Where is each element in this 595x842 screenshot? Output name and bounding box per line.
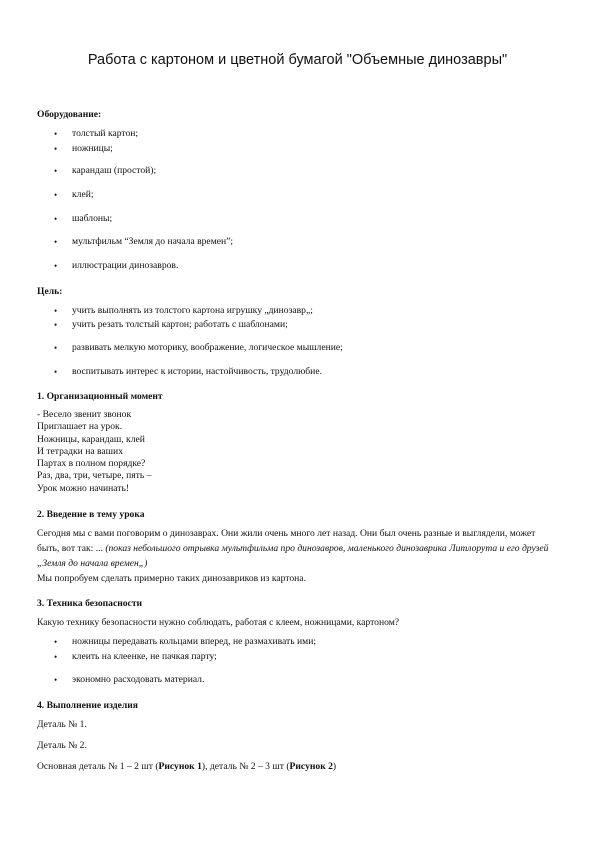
bullet-icon: • <box>54 652 58 662</box>
safety-intro: Какую технику безопасности нужно соблюдать, работая с клеем, ножницами, картоном? <box>37 617 400 628</box>
intro-text: Сегодня мы с вами поговорим о динозаврах. Они жили очень много лет назад. Они был очень разные и выглядели, может быть, вот так: ... <box>37 528 536 554</box>
section2-heading: 2. Введение в тему урока <box>37 509 145 520</box>
bullet-icon: • <box>54 144 58 154</box>
poem-line: И тетрадки на ваших <box>37 445 123 457</box>
bullet-icon: • <box>54 320 58 330</box>
list-item: клей; <box>72 189 94 200</box>
goal-heading: Цель: <box>37 286 63 297</box>
list-item: клеить на клеенке, не пачкая парту; <box>72 651 217 662</box>
intro-italic-note: (показ небольшого отрывка мультфильма про динозавров, маленького динозаврика Литлорута и его друзей „Земля до начала времен„) <box>37 543 549 569</box>
section3-heading: 3. Техника безопасности <box>37 598 143 609</box>
poem-line: Ножницы, карандаш, клей <box>37 433 145 445</box>
list-item: учить выполнять из толстого картона игрушку „динозавр„; <box>72 305 313 316</box>
list-item: шаблоны; <box>72 213 113 224</box>
intro-paragraph-2: Мы попробуем сделать примерно таких динозавриков из картона. <box>37 573 306 584</box>
poem-line: Партах в полном порядке? <box>37 458 146 470</box>
summary-text: Основная деталь № 1 – 2 шт ( <box>37 761 159 772</box>
list-item: экономно расходовать материал. <box>72 674 205 685</box>
figure-1-ref: Рисунок 1 <box>158 761 202 772</box>
figure-2-ref: Рисунок 2 <box>289 761 333 772</box>
detail-2-label: Деталь № 2. <box>37 740 87 751</box>
list-item: иллюстрации динозавров. <box>72 260 179 271</box>
summary-text: ), деталь № 2 – 3 шт ( <box>201 761 290 772</box>
list-item: учить резать толстый картон; работать с шаблонами; <box>72 319 288 330</box>
bullet-icon: • <box>54 306 58 316</box>
bullet-icon: • <box>54 367 58 377</box>
poem <box>37 409 151 495</box>
bullet-icon: • <box>54 166 58 176</box>
bullet-icon: • <box>54 675 58 685</box>
bullet-icon: • <box>54 343 58 353</box>
list-item: ножницы; <box>72 143 113 154</box>
poem-line: Приглашает на урок. <box>37 421 123 433</box>
list-item: мультфильм “Земля до начала времен”; <box>72 236 234 247</box>
bullet-icon: • <box>54 214 58 224</box>
section1-heading: 1. Организационный момент <box>37 391 163 402</box>
list-item: толстый картон; <box>72 128 139 139</box>
list-item: развивать мелкую моторику, воображение, логическое мышление; <box>72 342 343 353</box>
equipment-heading: Оборудование: <box>37 109 102 120</box>
summary-text: ) <box>332 761 337 772</box>
bullet-icon: • <box>54 261 58 271</box>
intro-paragraph <box>37 526 557 571</box>
poem-line: Раз, два, три, четыре, пять – <box>37 470 152 482</box>
bullet-icon: • <box>54 637 58 647</box>
poem-line: - Весело звенит звонок <box>37 409 132 420</box>
bullet-icon: • <box>54 129 58 139</box>
list-item: воспитывать интерес к истории, настойчивость, трудолюбие. <box>72 366 322 377</box>
parts-summary <box>37 761 336 773</box>
bullet-icon: • <box>54 190 58 200</box>
detail-1-label: Деталь № 1. <box>37 719 87 730</box>
poem-line: Урок можно начинать! <box>37 482 130 494</box>
document-title: Работа с картоном и цветной бумагой "Объемные динозавры" <box>87 52 508 68</box>
list-item: ножницы передавать кольцами вперед, не размахивать ими; <box>72 636 317 647</box>
list-item: карандаш (простой); <box>72 165 157 176</box>
section4-heading: 4. Выполнение изделия <box>37 700 138 711</box>
bullet-icon: • <box>54 237 58 247</box>
